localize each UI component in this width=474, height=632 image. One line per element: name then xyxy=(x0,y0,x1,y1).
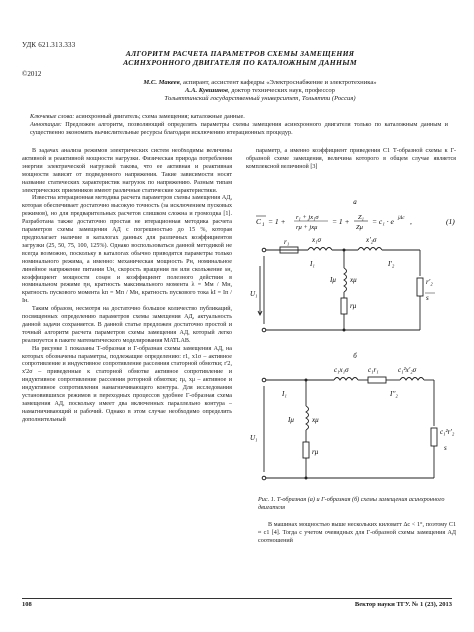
svg-text:rμ: rμ xyxy=(312,448,319,456)
author-2-name: А.А. Кувшинов xyxy=(185,87,228,94)
svg-text:x'₂σ: x'₂σ xyxy=(366,236,377,244)
figure-label-b: б xyxy=(353,352,357,360)
svg-text:c₁²x'₂σ: c₁²x'₂σ xyxy=(398,366,417,374)
svg-text:s: s xyxy=(426,294,429,302)
svg-text:= 1 +: = 1 + xyxy=(268,217,286,226)
page-number: 108 xyxy=(22,601,32,608)
keywords-line xyxy=(30,113,448,121)
right-bottom-text-block xyxy=(258,522,456,546)
keywords-label: Ключевые слова: xyxy=(30,113,75,120)
figure-label-a: а xyxy=(353,198,357,206)
svg-text:c₁r₁: c₁r₁ xyxy=(368,366,379,374)
svg-text:Zμ: Zμ xyxy=(356,224,363,231)
title-line-2: АСИНХРОННОГО ДВИГАТЕЛЯ ПО КАТАЛОЖНЫМ ДАННЫМ xyxy=(123,58,357,67)
svg-text:I'₂: I'₂ xyxy=(388,260,395,268)
svg-text:s: s xyxy=(444,444,447,452)
svg-text:C: C xyxy=(256,217,262,226)
svg-text:= 1 +: = 1 + xyxy=(332,217,350,226)
svg-text:U₁: U₁ xyxy=(250,434,258,442)
paragraph-3: Таким образом, несмотря на достаточно большое количество публикаций, посвященных определению параметров схемы замещения АД, актуальность данной задачи сохраняется. В данной статье предложен достаточно простой и точный алгоритм расчета параметров схемы замещения АД, который легко реализуется в пакете математического моделирования MATLAB. xyxy=(22,306,232,344)
svg-text:I₁: I₁ xyxy=(282,390,287,398)
paragraph-4: На рисунке 1 показаны Т-образная и Г-образная схемы замещения АД, на которых обозначены параметры, подлежащие определению: r1, x1σ – активное сопротивление и индуктивное сопротивление рассеяния статорной обмотки; r'2, x'2σ – приведенные к статорной обмотке активное сопротивление и индуктивное сопротивление рассеяния роторной обмотки; rμ, xμ – активное и индуктивное сопротивления намагничивающего контура. Для исследования установившихся режимов и переходных процессов удобнее Г-образная схема замещения АД, поскольку имеет два включенных параллельно контура – намагничивающий и рабочий. Однако в этом случае необходимо определить дополнительный xyxy=(22,345,232,423)
annotation-line xyxy=(30,121,448,137)
annotation-text: Предложен алгоритм, позволяющий определять параметры схемы замещения асинхронного двигателя только по каталожным данным и существенно экономить вычислительные ресурсы благодаря исключению итерационных процедур. xyxy=(30,121,448,136)
terminal-top xyxy=(262,248,266,252)
svg-text:Iμ: Iμ xyxy=(288,416,294,424)
terminal-bottom xyxy=(262,328,266,332)
svg-text:xμ: xμ xyxy=(350,276,357,284)
figure-caption: Рис. 1. Т-образная (а) и Г-образная (б) схемы замещения асинхронного двигателя xyxy=(258,496,445,511)
right-bottom-text: В машинах мощностью выше нескольких киловатт Δc < 1°, поэтому C1 ≈ c1 [4]. Тогда с учетом очевидных для Г-образной схемы замещения АД соотношений xyxy=(258,522,456,544)
keywords-text: асинхронный двигатель; схема замещения; каталожные данные. xyxy=(74,113,245,120)
g-terminal-bottom xyxy=(262,476,266,480)
udk-code: УДК 621.313.333 xyxy=(22,41,76,49)
svg-text:c₁x₁σ: c₁x₁σ xyxy=(334,366,349,374)
svg-text:1: 1 xyxy=(262,223,265,228)
svg-text:c₁²r'₂: c₁²r'₂ xyxy=(440,428,455,436)
svg-text:(1): (1) xyxy=(446,217,455,226)
svg-text:rμ: rμ xyxy=(350,302,357,310)
g-node-top xyxy=(305,379,308,382)
copyright: ©2012 xyxy=(22,70,42,78)
author-2 xyxy=(70,87,450,95)
svg-text:rμ + jxμ: rμ + jxμ xyxy=(296,224,318,231)
svg-text:U₁: U₁ xyxy=(250,290,258,298)
author-1-desc: , аспирант, ассистент кафедры «Электроснабжение и электротехника» xyxy=(179,79,377,86)
svg-text:r'₂: r'₂ xyxy=(426,278,433,286)
svg-text:Iμ: Iμ xyxy=(330,276,336,284)
t-circuit-diagram xyxy=(250,196,460,344)
journal-name: Вектор науки ТГУ. № 1 (23), 2013 xyxy=(354,601,452,608)
right-column xyxy=(246,148,456,172)
abstract-block xyxy=(30,113,448,137)
footer-rule xyxy=(22,598,452,599)
svg-text:I₁: I₁ xyxy=(310,260,315,268)
svg-text:jΔc: jΔc xyxy=(398,216,405,221)
paragraph-2: Известна итерационная методика расчета параметров схемы замещения АД, которая обеспечивает достаточно высокую точность (за исключением пусковых режимов), но для предварительных расчетов слишком сложна и громоздка [1]. Разработана также достаточно простая не итерационная методика расчета параметров схемы замещения АД с погрешностью до 15 %, которая предполагает наличие в каталогах данных для различных коэффициентов загрузки (25, 50, 75, 100, 125%). Однако воспользоваться данной методикой не всегда возможно, поскольку в каталогах обычно приводятся параметры только номинального режима, а именно: механическая мощность Pн, номинальное линейное напряжение питания Uн, скорость вращения nн или скольжение sн, коэффициент мощности cosφн и коэффициент полезного действия в номинальном режиме ηн, кратность максимального момента λ = Mм / Mн, кратность пускового момента kп = Mп / Mн, кратность пускового тока kI = Iп / Iн. xyxy=(22,195,232,305)
article-title xyxy=(60,49,420,67)
g-circuit-diagram xyxy=(250,350,460,492)
svg-text:Z₁: Z₁ xyxy=(358,214,364,221)
author-2-desc: , доктор технических наук, профессор xyxy=(227,87,335,94)
svg-text:r₁: r₁ xyxy=(284,238,290,246)
node-top xyxy=(343,249,346,252)
organization: Тольяттинский государственный университет, Тольятти (Россия) xyxy=(164,95,356,102)
author-1 xyxy=(70,79,450,87)
svg-text:I''₂: I''₂ xyxy=(390,390,398,398)
node-bottom xyxy=(343,329,346,332)
svg-text:x₁σ: x₁σ xyxy=(312,236,321,244)
formula-c1 xyxy=(256,214,455,231)
t-circuit-wires xyxy=(258,247,423,330)
g-circuit-wires xyxy=(264,377,437,478)
paragraph-1: В задачах анализа режимов электрических систем необходимы величины активной и реактивной мощности нагрузки. Физическая природа потребления энергии электрической нагрузкой такова, что ее активная и реактивная мощности зависят от подведенного напряжения. Такие зависимости носят название статических характеристик нагрузок по напряжению. Разным типам электрических приемников имеют различные статические характеристики. xyxy=(22,148,232,194)
svg-text:,: , xyxy=(410,217,412,226)
t-circuit-labels xyxy=(250,236,435,310)
svg-text:r₁ + jx₁σ: r₁ + jx₁σ xyxy=(296,214,319,221)
g-node-bottom xyxy=(305,477,308,480)
svg-text:= c₁ · e: = c₁ · e xyxy=(372,217,394,226)
annotation-label: Аннотация: xyxy=(30,121,62,128)
svg-text:xμ: xμ xyxy=(312,416,319,424)
title-line-1: АЛГОРИТМ РАСЧЕТА ПАРАМЕТРОВ СХЕМЫ ЗАМЕЩЕНИЯ xyxy=(125,49,355,58)
right-top-text: параметр, а именно коэффициент приведения C1 Т-образной схемы к Г-образной схеме замещения, величина которого в общем случае является комплексной величиной [3] xyxy=(246,148,456,170)
authors-block xyxy=(70,79,450,103)
g-terminal-top xyxy=(262,378,266,382)
author-1-name: М.С. Макеев xyxy=(143,79,180,86)
left-column xyxy=(22,148,232,588)
